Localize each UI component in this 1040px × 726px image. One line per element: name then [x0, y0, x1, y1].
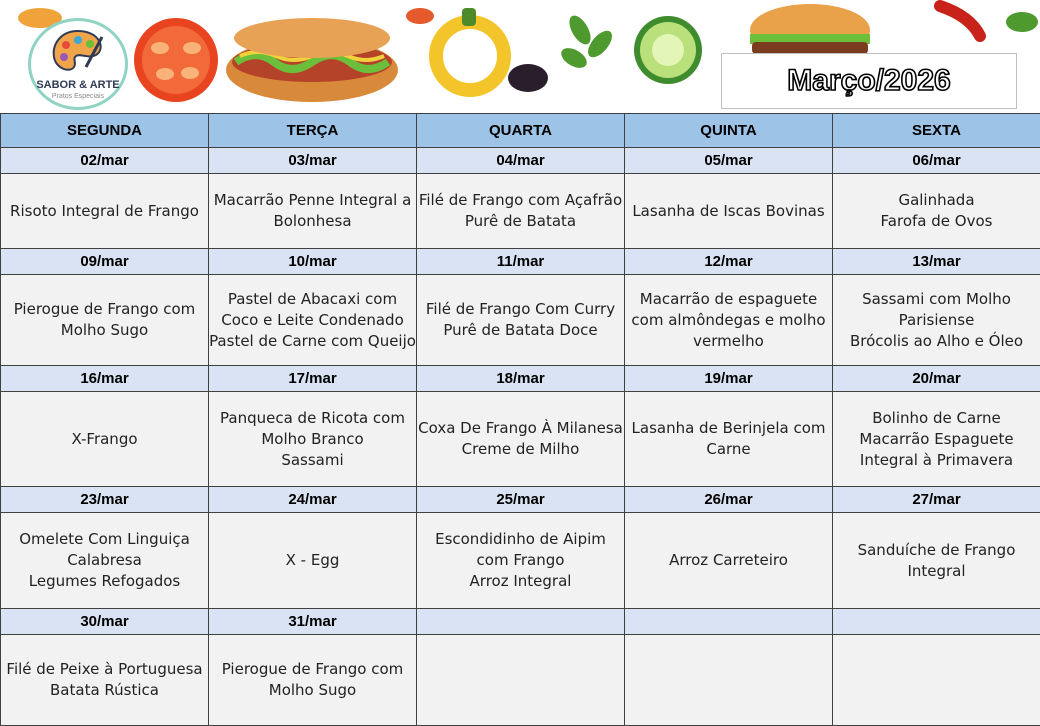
food-banner — [0, 0, 1040, 113]
date-cell: 30/mar — [1, 609, 209, 635]
dish-name: Arroz Carreteiro — [625, 550, 832, 571]
dish-cell — [209, 635, 417, 726]
date-cell: 12/mar — [625, 249, 833, 275]
weekday-header: QUARTA — [417, 114, 625, 148]
date-row — [1, 487, 1040, 513]
date-cell: 16/mar — [1, 366, 209, 392]
dish-name: Purê de Batata — [417, 211, 624, 232]
dish-cell — [417, 174, 625, 249]
dish-cell — [417, 392, 625, 487]
dish-name: Batata Rústica — [1, 680, 208, 701]
weekday-header: QUINTA — [625, 114, 833, 148]
date-cell: 03/mar — [209, 148, 417, 174]
date-cell — [625, 609, 833, 635]
dish-cell — [833, 513, 1040, 609]
dish-cell — [209, 513, 417, 609]
dish-name: Bolinho de Carne — [833, 408, 1040, 429]
dish-cell — [417, 513, 625, 609]
dish-row — [1, 174, 1040, 249]
dish-cell — [625, 275, 833, 366]
pepper-ring-icon — [436, 8, 504, 90]
date-row — [1, 609, 1040, 635]
dish-cell — [1, 513, 209, 609]
dish-name: Macarrão de espaguete com almôndegas e molho vermelho — [625, 289, 832, 352]
dish-name: Pastel de Abacaxi com Coco e Leite Condenado — [209, 289, 416, 331]
date-cell: 05/mar — [625, 148, 833, 174]
dish-name: Filé de Frango Com Curry — [417, 299, 624, 320]
date-cell: 18/mar — [417, 366, 625, 392]
dish-name: Panqueca de Ricota com Molho Branco — [209, 408, 416, 450]
cucumber-slice-icon — [634, 16, 702, 84]
date-cell: 02/mar — [1, 148, 209, 174]
herb-icon — [558, 12, 617, 72]
dish-name: Galinhada — [833, 190, 1040, 211]
dish-cell — [625, 635, 833, 726]
dish-name: Lasanha de Iscas Bovinas — [625, 201, 832, 222]
leaf-icon — [1006, 12, 1038, 32]
tomato-slice-icon — [134, 18, 218, 102]
dish-name: Pastel de Carne com Queijo — [209, 331, 416, 352]
hotdog-icon — [226, 18, 398, 102]
brand-logo — [28, 18, 128, 110]
dish-cell — [625, 174, 833, 249]
dish-name: Purê de Batata Doce — [417, 320, 624, 341]
dish-cell — [833, 635, 1040, 726]
weekday-header: TERÇA — [209, 114, 417, 148]
date-cell: 04/mar — [417, 148, 625, 174]
dish-name: Filé de Peixe à Portuguesa — [1, 659, 208, 680]
dish-name: Lasanha de Berinjela com Carne — [625, 418, 832, 460]
date-cell: 10/mar — [209, 249, 417, 275]
date-cell: 27/mar — [833, 487, 1040, 513]
dish-name: Sanduíche de Frango Integral — [833, 540, 1040, 582]
date-row — [1, 249, 1040, 275]
dish-name: Creme de Milho — [417, 439, 624, 460]
dish-cell — [209, 275, 417, 366]
date-row — [1, 366, 1040, 392]
date-cell: 24/mar — [209, 487, 417, 513]
dish-cell — [417, 275, 625, 366]
date-row — [1, 148, 1040, 174]
dish-cell — [833, 392, 1040, 487]
date-cell: 19/mar — [625, 366, 833, 392]
dish-cell — [417, 635, 625, 726]
dish-cell — [209, 392, 417, 487]
dish-cell — [833, 275, 1040, 366]
lunch-menu-table — [0, 113, 1040, 726]
dish-name: Arroz Integral — [417, 571, 624, 592]
date-cell: 26/mar — [625, 487, 833, 513]
burger-icon — [750, 4, 870, 56]
dish-name: Legumes Refogados — [1, 571, 208, 592]
dish-name: Sassami — [209, 450, 416, 471]
date-cell — [417, 609, 625, 635]
dish-row — [1, 392, 1040, 487]
dish-name: Macarrão Penne Integral a Bolonhesa — [209, 190, 416, 232]
date-cell: 20/mar — [833, 366, 1040, 392]
dish-cell — [833, 174, 1040, 249]
dish-name: Omelete Com Linguiça Calabresa — [1, 529, 208, 571]
dish-name: X-Frango — [1, 429, 208, 450]
date-cell — [833, 609, 1040, 635]
dish-cell — [1, 392, 209, 487]
dish-name: Macarrão Espaguete Integral à Primavera — [833, 429, 1040, 471]
dish-cell — [1, 275, 209, 366]
olive-icon — [508, 64, 548, 92]
dish-row — [1, 635, 1040, 726]
dish-row — [1, 513, 1040, 609]
dish-name: Sassami com Molho Parisiense — [833, 289, 1040, 331]
dish-name: Farofa de Ovos — [833, 211, 1040, 232]
dish-cell — [1, 635, 209, 726]
dish-name: Brócolis ao Alho e Óleo — [833, 331, 1040, 352]
dish-name: Filé de Frango com Açafrão — [417, 190, 624, 211]
date-cell: 13/mar — [833, 249, 1040, 275]
dish-name: Pierogue de Frango com Molho Sugo — [209, 659, 416, 701]
chili-icon — [940, 6, 980, 36]
dish-name: X - Egg — [209, 550, 416, 571]
dish-name: Escondidinho de Aipim com Frango — [417, 529, 624, 571]
date-cell: 23/mar — [1, 487, 209, 513]
dish-cell — [1, 174, 209, 249]
weekday-header: SEXTA — [833, 114, 1040, 148]
dish-cell — [625, 392, 833, 487]
dish-name: Pierogue de Frango com Molho Sugo — [1, 299, 208, 341]
dish-cell — [209, 174, 417, 249]
carrot-icon — [406, 8, 434, 24]
weekday-header-row — [1, 114, 1040, 148]
dish-cell — [625, 513, 833, 609]
dish-name: Risoto Integral de Frango — [1, 201, 208, 222]
date-cell: 25/mar — [417, 487, 625, 513]
brand-tagline: Pratos Especiais — [31, 93, 125, 100]
date-cell: 17/mar — [209, 366, 417, 392]
date-cell: 31/mar — [209, 609, 417, 635]
dish-name: Coxa De Frango À Milanesa — [417, 418, 624, 439]
weekday-header: SEGUNDA — [1, 114, 209, 148]
date-cell: 09/mar — [1, 249, 209, 275]
brand-name: SABOR & ARTE — [31, 79, 125, 91]
palette-icon — [48, 27, 108, 77]
date-cell: 06/mar — [833, 148, 1040, 174]
month-title: Março/2026 — [721, 53, 1017, 109]
date-cell: 11/mar — [417, 249, 625, 275]
dish-row — [1, 275, 1040, 366]
